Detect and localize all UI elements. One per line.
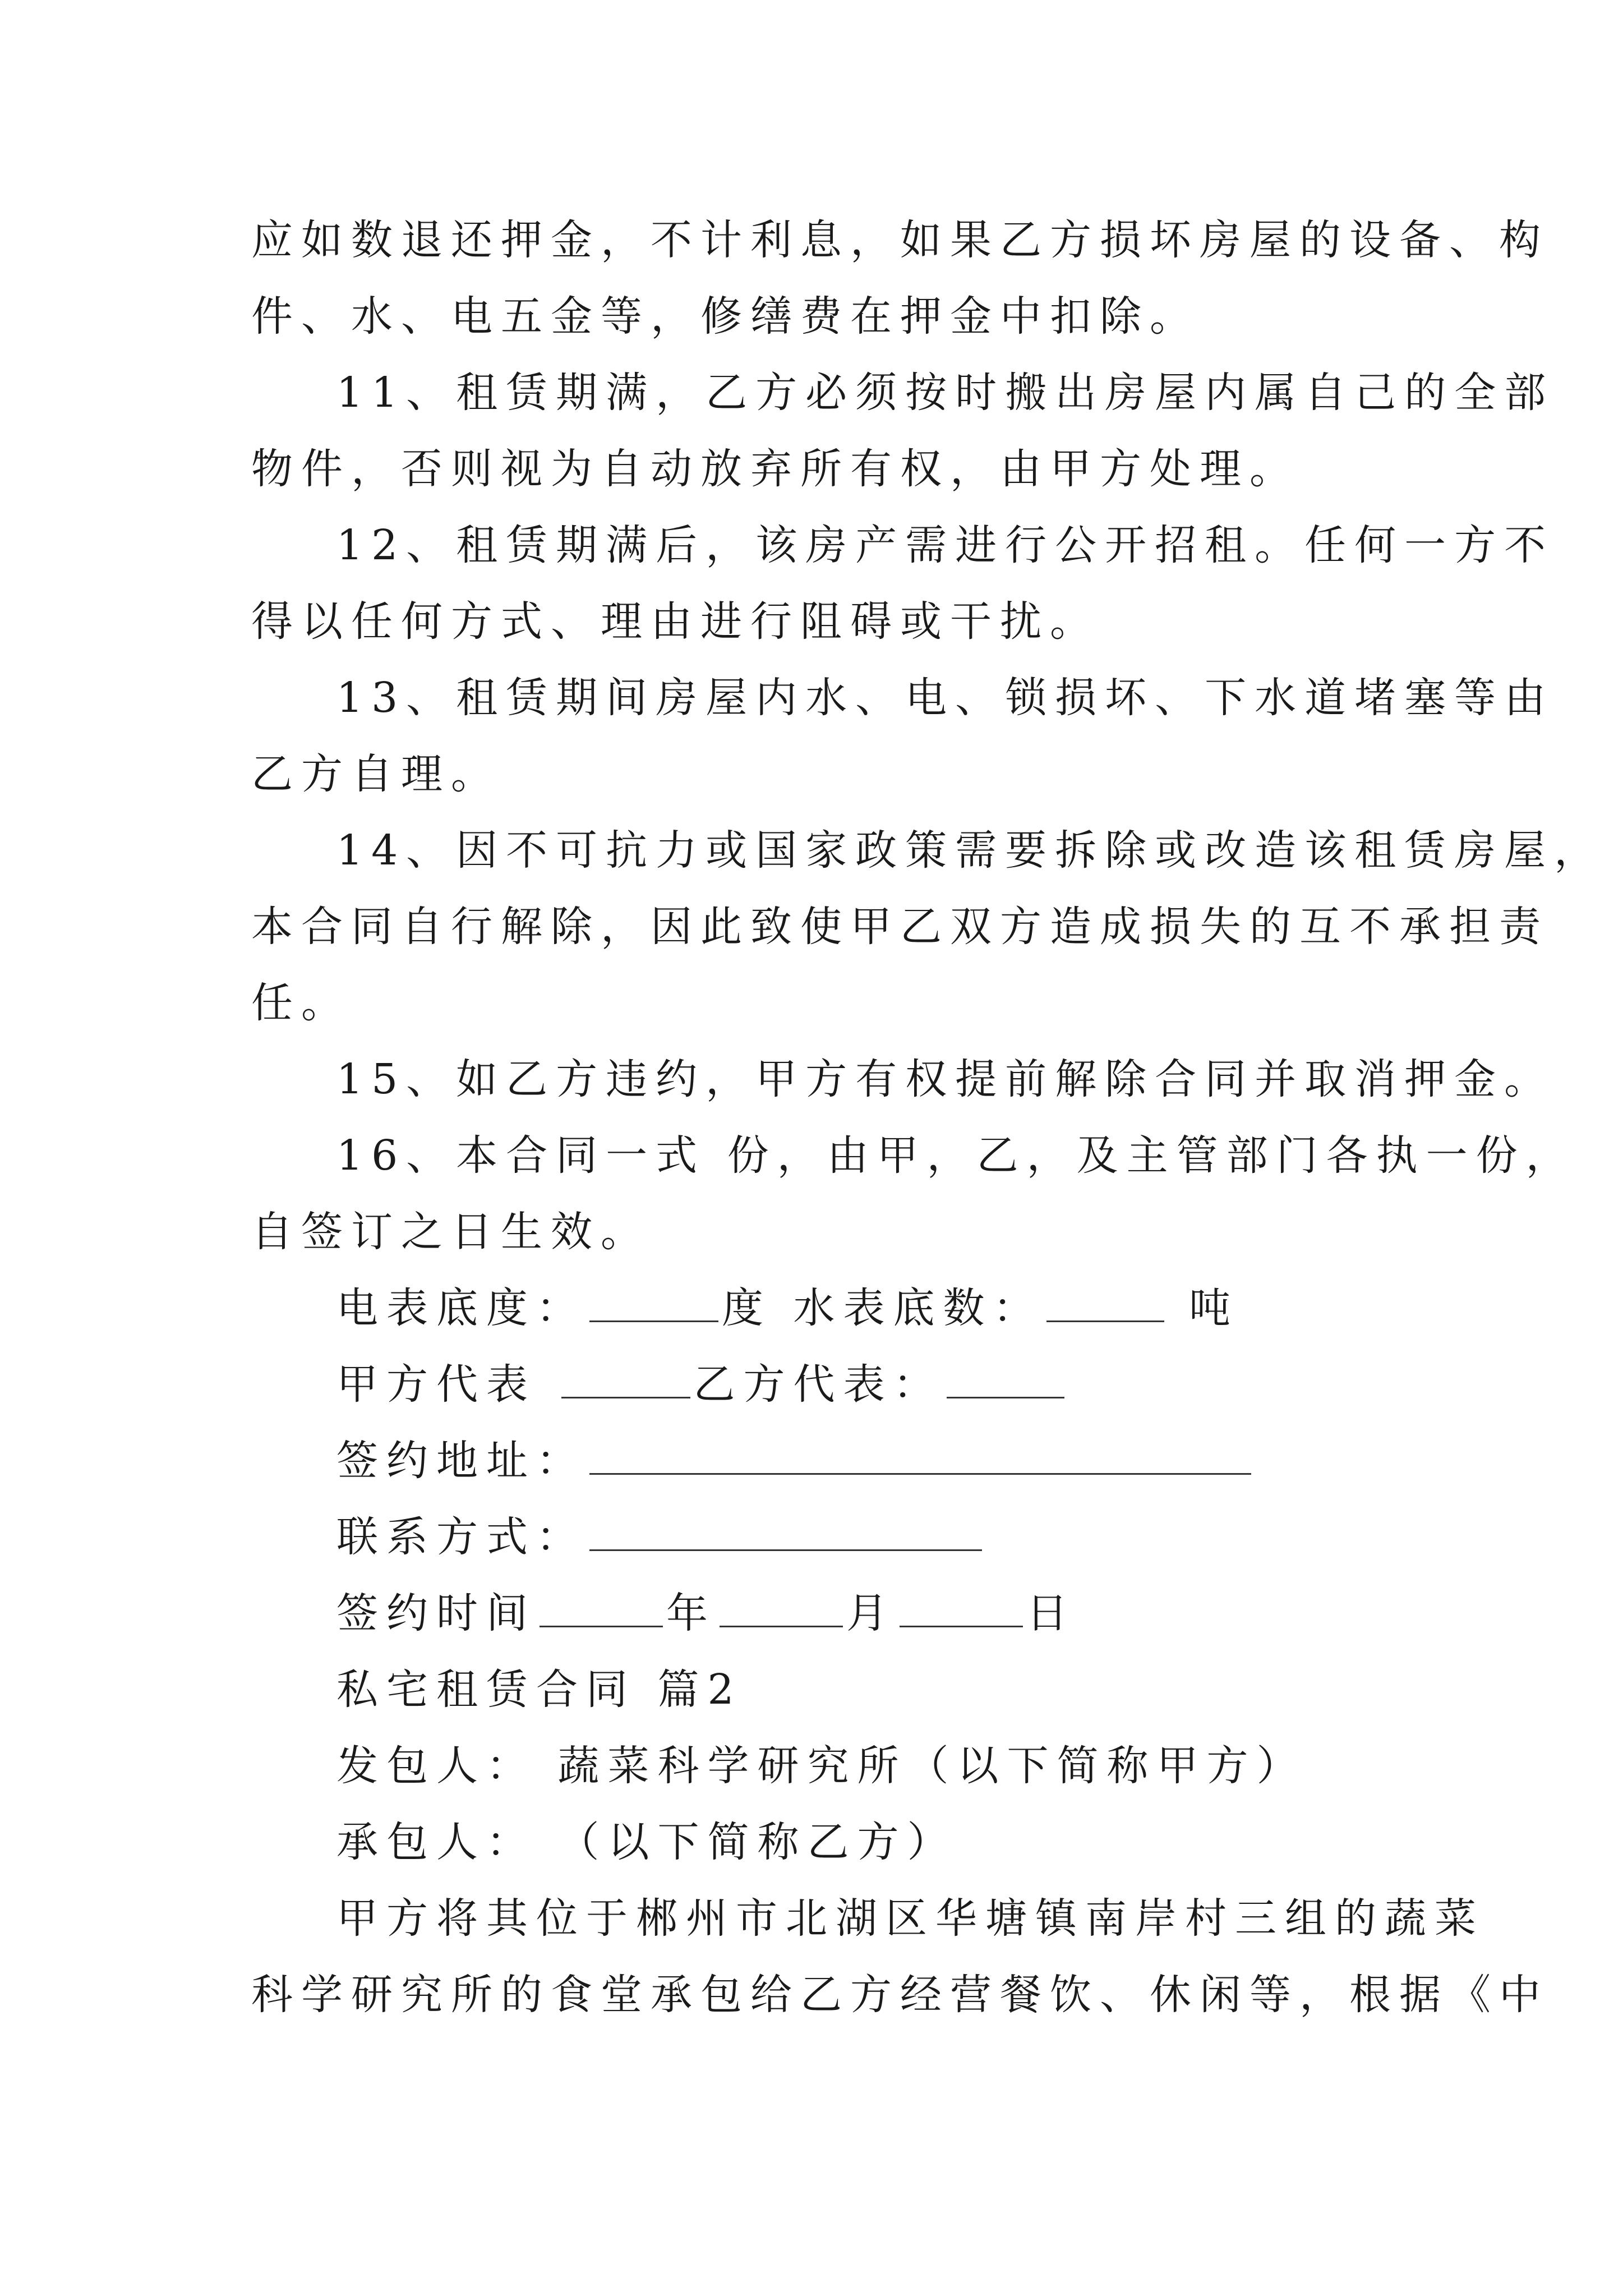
meter-reading-blank [589, 1286, 718, 1322]
clause-14-line-2: 本合同自行解除，因此致使甲乙双方造成损失的互不承担责 [251, 903, 1549, 951]
month-blank [720, 1591, 843, 1627]
day-blank [900, 1591, 1023, 1627]
clause-12-line-1: 12、租赁期满后，该房产需进行公开招租。任何一方不 [336, 521, 1555, 569]
clause-16-line-1: 16、本合同一式 份，由甲，乙，及主管部门各执一份， [336, 1131, 1576, 1180]
contractor-line: 承包人： （以下简称乙方） [336, 1818, 957, 1866]
section-2-body-line-2: 科学研究所的食堂承包给乙方经营餐饮、休闲等，根据《中 [251, 1971, 1549, 2019]
clause-12-line-2: 得以任何方式、理由进行阻碍或干扰。 [251, 597, 1100, 646]
time-label: 签约时间 [336, 1589, 536, 1637]
clause-16-line-2: 自签订之日生效。 [251, 1208, 651, 1256]
clause-14-line-3: 任。 [251, 979, 351, 1027]
clause-14-line-1: 14、因不可抗力或国家政策需要拆除或改造该租赁房屋， [336, 826, 1604, 875]
water-unit: 吨 [1189, 1284, 1239, 1332]
clause-11-line-1: 11、租赁期满，乙方必须按时搬出房屋内属自己的全部 [336, 369, 1555, 417]
address-blank [589, 1438, 1251, 1475]
contact-blank [589, 1515, 982, 1551]
year-label: 年 [666, 1589, 716, 1637]
clause-11-line-2: 物件，否则视为自动放弃所有权，由甲方处理。 [251, 445, 1299, 493]
representatives-row [251, 1346, 1384, 1423]
party-a-blank [561, 1362, 690, 1398]
party-b-blank [947, 1362, 1064, 1398]
clause-13-line-2: 乙方自理。 [251, 750, 501, 798]
section-2-title: 私宅租赁合同 篇2 [336, 1665, 743, 1714]
employer-line: 发包人： 蔬菜科学研究所（以下简称甲方） [336, 1742, 1307, 1790]
signing-date-row [251, 1575, 1384, 1651]
address-row [251, 1423, 1384, 1499]
party-b-label: 乙方代表： [693, 1360, 943, 1409]
meter-readings-row [251, 1270, 1384, 1346]
day-label: 日 [1026, 1589, 1076, 1637]
meter-label: 电表底度： [336, 1284, 586, 1332]
party-a-label: 甲方代表 [336, 1360, 536, 1409]
clause-13-line-1: 13、租赁期间房屋内水、电、锁损坏、下水道堵塞等由 [336, 674, 1555, 722]
text-line: 应如数退还押金，不计利息，如果乙方损坏房屋的设备、构 [251, 216, 1549, 264]
document-body [251, 202, 1604, 2033]
clause-15-line-1: 15、如乙方违约，甲方有权提前解除合同并取消押金。 [336, 1055, 1555, 1103]
water-reading-blank [1046, 1286, 1164, 1322]
address-label: 签约地址： [336, 1437, 586, 1485]
year-blank [540, 1591, 663, 1627]
contact-row [251, 1499, 1384, 1575]
water-label: 水表底数： [793, 1284, 1043, 1332]
meter-unit: 度 [722, 1284, 772, 1332]
section-2-body-line-1: 甲方将其位于郴州市北湖区华塘镇南岸村三组的蔬菜 [336, 1894, 1484, 1943]
month-label: 月 [846, 1589, 896, 1637]
text-line: 件、水、电五金等，修缮费在押金中扣除。 [251, 292, 1200, 341]
contact-label: 联系方式： [336, 1513, 586, 1561]
